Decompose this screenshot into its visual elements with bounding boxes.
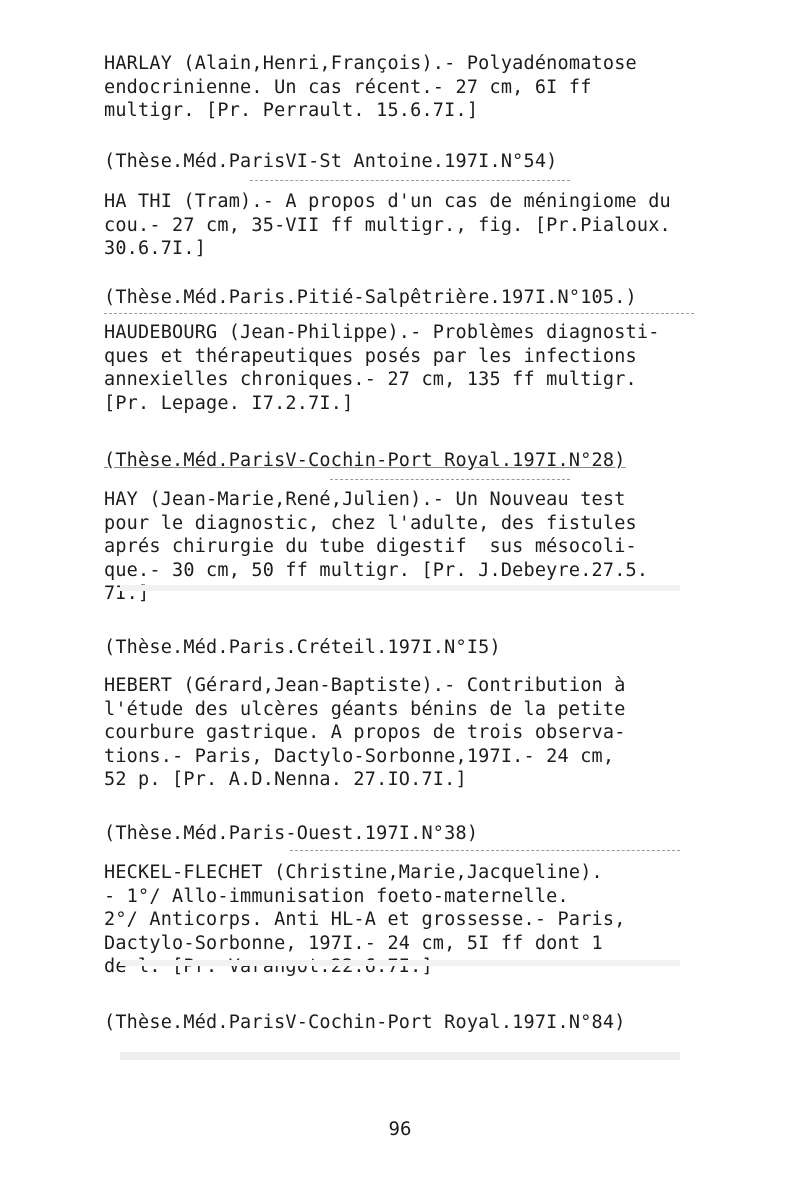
entry-line: aprés chirurgie du tube digestif sus mésocoli- [104, 536, 637, 558]
entry-line: HAY (Jean-Marie,René,Julien).- Un Nouveau test [104, 489, 626, 510]
entry-source: (Thèse.Méd.ParisV-Cochin-Port Royal.197I.N°84) [104, 1012, 626, 1033]
entry-source: (Thèse.Méd.Paris-Ouest.197I.N°38) [104, 823, 479, 844]
entry-line: que.- 30 cm, 50 ff multigr. [Pr. J.Debeyre.27.5. [104, 559, 649, 581]
entry-line: 52 p. [Pr. A.D.Nenna. 27.IO.7I.] [104, 769, 467, 791]
bibliographic-entry [104, 190, 694, 261]
entry-line: ques et thérapeutiques posés par les infections [104, 345, 637, 367]
entry-line: [Pr. Lepage. I7.2.7I.] [104, 392, 354, 414]
entry-line: HARLAY (Alain,Henri,François).- Polyadénomatose [104, 53, 637, 74]
bibliographic-entry [104, 674, 694, 792]
separator-rule [330, 479, 570, 480]
entry-line: HA THI (Tram).- A propos d'un cas de méningiome du [104, 191, 671, 212]
entry-line: courbure gastrique. A propos de trois observa- [104, 722, 626, 744]
entry-source: (Thèse.Méd.ParisVI-St Antoine.197I.N°54) [104, 151, 558, 172]
entry-line: 30.6.7I.] [104, 238, 207, 260]
entry-line: cou.- 27 cm, 35-VII ff multigr., fig. [Pr.Pialoux. [104, 214, 671, 236]
separator-rule [104, 313, 694, 314]
show-through-mark [120, 960, 680, 966]
entry-line: endocrinienne. Un cas récent.- 27 cm, 6I ff [104, 76, 592, 98]
bibliographic-entry [104, 52, 694, 123]
entry-line: 2°/ Anticorps. Anti HL-A et grossesse.- Paris, [104, 909, 626, 931]
entry-line: HAUDEBOURG (Jean-Philippe).- Problèmes diagnosti- [104, 322, 660, 343]
entry-line: pour le diagnostic, chez l'adulte, des fistules [104, 512, 637, 534]
entry-line: HEBERT (Gérard,Jean-Baptiste).- Contribution à [104, 675, 626, 696]
entry-line: de l. [Pr. Varangot.22.6.7I.] [104, 956, 433, 978]
entry-line: 7I.] [104, 583, 150, 605]
show-through-mark [120, 585, 680, 591]
entry-source: (Thèse.Méd.ParisV-Cochin-Port Royal.197I.N°28) [104, 450, 626, 471]
entry-line: HECKEL-FLECHET (Christine,Marie,Jacqueline). [104, 862, 603, 883]
separator-rule [250, 180, 570, 181]
entry-line: Dactylo-Sorbonne, 197I.- 24 cm, 5I ff dont 1 [104, 932, 603, 954]
page-number: 96 [388, 1118, 412, 1140]
entry-source: (Thèse.Méd.Paris.Pitié-Salpêtrière.197I.N°105.) [104, 287, 637, 308]
entry-source: (Thèse.Méd.Paris.Créteil.197I.N°I5) [104, 637, 501, 658]
entry-line: l'étude des ulcères géants bénins de la petite [104, 698, 626, 720]
entry-line: multigr. [Pr. Perrault. 15.6.7I.] [104, 100, 479, 122]
entry-line: annexielles chroniques.- 27 cm, 135 ff multigr. [104, 369, 637, 391]
entry-line: - 1°/ Allo-immunisation foeto-maternelle. [104, 885, 569, 907]
show-through-mark [120, 1052, 680, 1060]
entry-line: tions.- Paris, Dactylo-Sorbonne,197I.- 24 cm, [104, 745, 615, 767]
bibliographic-entry [104, 321, 694, 415]
separator-rule [290, 850, 680, 851]
